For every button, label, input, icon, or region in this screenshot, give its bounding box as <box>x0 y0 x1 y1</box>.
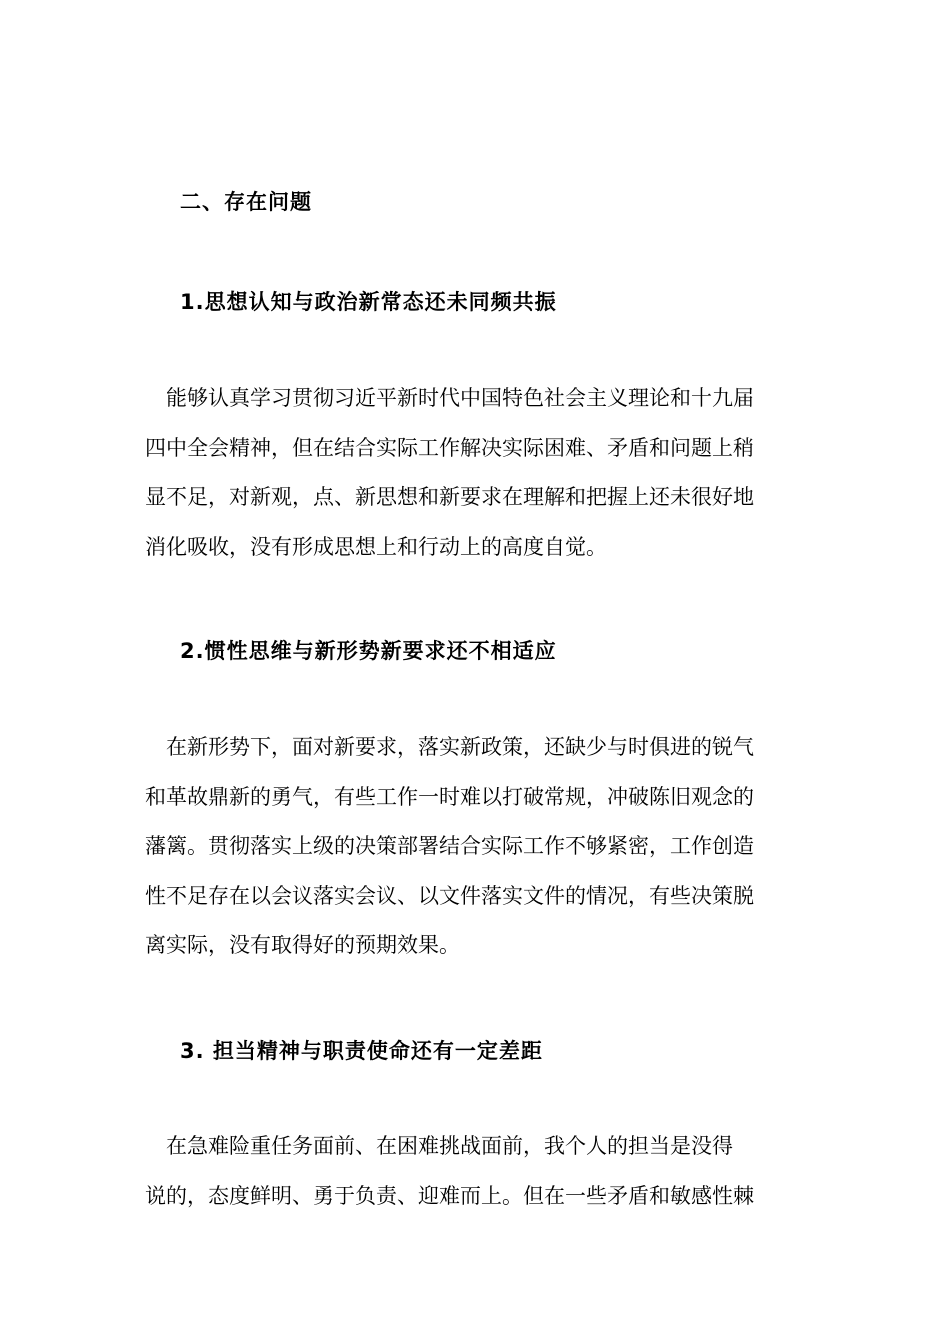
paragraph-line: 说的，态度鲜明、勇于负责、迎难而上。但在一些矛盾和敏感性棘 <box>145 1183 754 1208</box>
heading-1: 1.思想认知与政治新常态还未同频共振 <box>180 290 557 314</box>
paragraph-line: 在新形势下，面对新要求，落实新政策，还缺少与时俱进的锐气 <box>145 735 754 759</box>
paragraph-line: 消化吸收，没有形成思想上和行动上的高度自觉。 <box>145 534 607 559</box>
paragraph-1 <box>145 374 807 572</box>
heading-3: 3. 担当精神与职责使命还有一定差距 <box>180 1039 543 1063</box>
paragraph-line: 藩篱。贯彻落实上级的决策部署结合实际工作不够紧密，工作创造 <box>145 834 754 858</box>
paragraph-line: 四中全会精神，但在结合实际工作解决实际困难、矛盾和问题上稍 <box>145 435 754 460</box>
paragraph-line: 能够认真学习贯彻习近平新时代中国特色社会主义理论和十九届 <box>145 386 754 410</box>
section-title: 二、存在问题 <box>180 190 312 214</box>
paragraph-line: 显不足，对新观，点、新思想和新要求在理解和把握上还未很好地 <box>145 485 754 509</box>
paragraph-line: 在急难险重任务面前、在困难挑战面前，我个人的担当是没得 <box>145 1134 733 1158</box>
paragraph-3 <box>145 1122 807 1221</box>
paragraph-line: 离实际，没有取得好的预期效果。 <box>145 933 460 957</box>
paragraph-line: 和革故鼎新的勇气，有些工作一时难以打破常规，冲破陈旧观念的 <box>145 784 754 809</box>
paragraph-line: 性不足存在以会议落实会议、以文件落实文件的情况，有些决策脱 <box>145 883 754 908</box>
heading-2: 2.惯性思维与新形势新要求还不相适应 <box>180 639 557 663</box>
paragraph-2 <box>145 723 807 971</box>
